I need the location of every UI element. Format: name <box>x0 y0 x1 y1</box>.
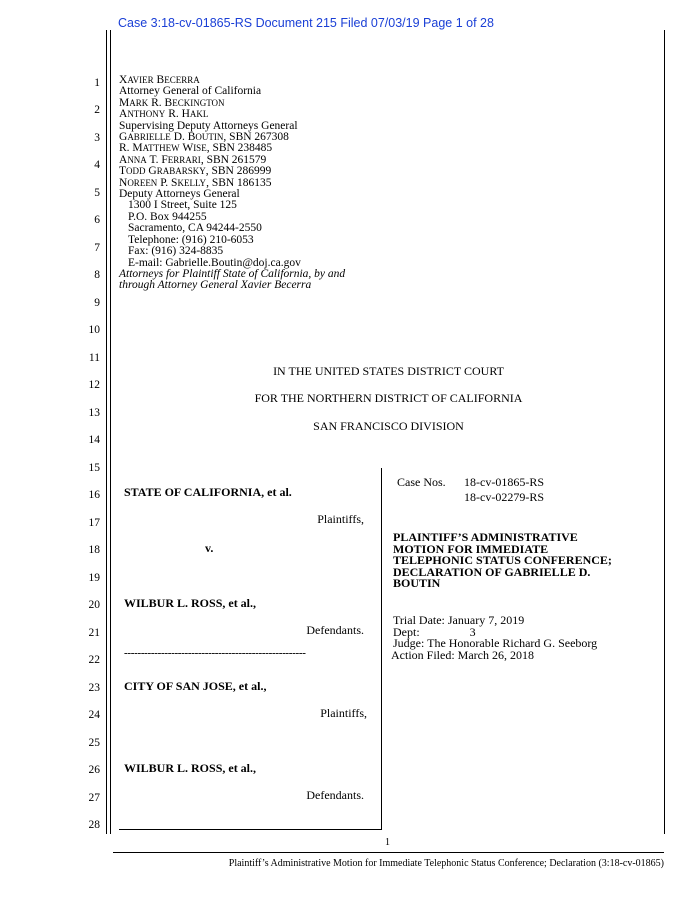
counsel-name: NOREEN P. SKELLY, SBN 186135 <box>119 176 272 189</box>
line-number: 4 <box>94 159 100 171</box>
counsel-fax: Fax: (916) 324-8835 <box>128 245 224 258</box>
court-district: FOR THE NORTHERN DISTRICT OF CALIFORNIA <box>254 391 523 405</box>
line-number: 13 <box>88 407 100 419</box>
counsel-name: XAVIER BECERRA <box>119 74 200 86</box>
counsel-name: TODD GRABARSKY, SBN 286999 <box>119 165 272 178</box>
plaintiffs-label: Plaintiffs, <box>320 706 367 720</box>
case-number: 18-cv-01865-RS <box>464 475 544 489</box>
counsel-address: P.O. Box 944255 <box>128 210 207 223</box>
line-number: 20 <box>88 599 100 611</box>
line-number: 22 <box>88 654 100 666</box>
counsel-block <box>119 75 345 292</box>
court-name: IN THE UNITED STATES DISTRICT COURT <box>273 364 504 378</box>
line-number: 26 <box>88 764 100 776</box>
document-title-line: BOUTIN <box>393 576 441 590</box>
dept-label: Dept: <box>393 624 420 639</box>
plaintiff-name: STATE OF CALIFORNIA, et al. <box>124 485 292 499</box>
dept-value: 3 <box>469 624 476 639</box>
trial-date: Trial Date: January 7, 2019 <box>393 613 525 627</box>
document-title-line: DECLARATION OF GABRIELLE D. <box>393 564 591 579</box>
counsel-address: 1300 I Street, Suite 125 <box>128 199 237 212</box>
versus: v. <box>205 541 214 555</box>
line-number: 2 <box>94 104 100 116</box>
counsel-title: Supervising Deputy Attorneys General <box>119 119 298 132</box>
defendants-label: Defendants. <box>306 788 364 802</box>
counsel-name: MARK R. BECKINGTON <box>119 96 225 109</box>
line-number: 14 <box>88 434 100 446</box>
counsel-name: R. MATTHEW WISE, SBN 238485 <box>119 142 273 155</box>
counsel-name: GABRIELLE D. BOUTIN, SBN 267308 <box>119 131 289 144</box>
line-number: 3 <box>94 132 100 144</box>
caption-separator: ------------------------------------------------------ <box>124 647 306 659</box>
attorneys-for: through Attorney General Xavier Becerra <box>119 279 312 292</box>
case-nos-label: Case Nos. <box>397 475 446 489</box>
line-number: 5 <box>94 187 100 199</box>
line-number: 24 <box>88 709 100 721</box>
line-number: 8 <box>94 269 100 281</box>
line-number: 9 <box>94 297 100 309</box>
case-details <box>393 615 597 661</box>
attorneys-for: Attorneys for Plaintiff State of California, by and <box>119 267 346 280</box>
defendant-name: WILBUR L. ROSS, et al., <box>124 761 257 775</box>
line-number: 16 <box>88 489 100 501</box>
document-title <box>393 532 612 590</box>
line-number: 23 <box>88 682 100 694</box>
line-number: 6 <box>94 214 100 226</box>
line-number: 17 <box>88 517 100 529</box>
line-number: 21 <box>88 627 100 639</box>
line-number: 19 <box>88 572 100 584</box>
case-number: 18-cv-02279-RS <box>464 490 544 504</box>
counsel-name: ANNA T. FERRARI, SBN 261579 <box>119 153 267 166</box>
judge: Judge: The Honorable Richard G. Seeborg <box>393 636 598 650</box>
counsel-phone: Telephone: (916) 210-6053 <box>128 233 254 246</box>
page-number: 1 <box>385 837 390 848</box>
line-number: 1 <box>94 77 100 89</box>
footer-rule <box>113 852 664 853</box>
counsel-address: Sacramento, CA 94244-2550 <box>128 222 262 235</box>
counsel-name: ANTHONY R. HAKL <box>119 108 209 121</box>
line-number: 10 <box>88 324 100 336</box>
court-division: SAN FRANCISCO DIVISION <box>313 419 464 433</box>
caption-bottom-rule <box>119 829 382 830</box>
caption-divider-vertical <box>381 468 382 830</box>
action-filed: Action Filed: March 26, 2018 <box>391 647 534 662</box>
document-title-line: PLAINTIFF’S ADMINISTRATIVE <box>393 530 578 544</box>
plaintiff-name: CITY OF SAN JOSE, et al., <box>124 679 267 693</box>
document-title-line: TELEPHONIC STATUS CONFERENCE; <box>393 553 612 567</box>
line-number: 27 <box>88 792 100 804</box>
case-header-stamp: Case 3:18-cv-01865-RS Document 215 Filed 07/03/19 Page 1 of 28 <box>118 16 494 30</box>
line-number: 28 <box>88 819 100 831</box>
line-number: 15 <box>88 462 100 474</box>
plaintiffs-label: Plaintiffs, <box>317 512 364 526</box>
counsel-title: Attorney General of California <box>119 85 262 98</box>
counsel-title: Deputy Attorneys General <box>119 188 240 201</box>
defendant-name: WILBUR L. ROSS, et al., <box>124 596 257 610</box>
line-number: 7 <box>94 242 100 254</box>
line-number: 18 <box>88 544 100 556</box>
counsel-email: E-mail: Gabrielle.Boutin@doj.ca.gov <box>128 256 301 269</box>
document-title-line: MOTION FOR IMMEDIATE <box>393 541 549 556</box>
footer-text: Plaintiff’s Administrative Motion for Immediate Telephonic Status Conference; Declaration (3:18-cv-01865) <box>228 858 664 869</box>
line-number: 25 <box>88 737 100 749</box>
defendants-label: Defendants. <box>306 623 364 637</box>
line-number: 12 <box>88 379 100 391</box>
line-number: 11 <box>88 352 100 364</box>
